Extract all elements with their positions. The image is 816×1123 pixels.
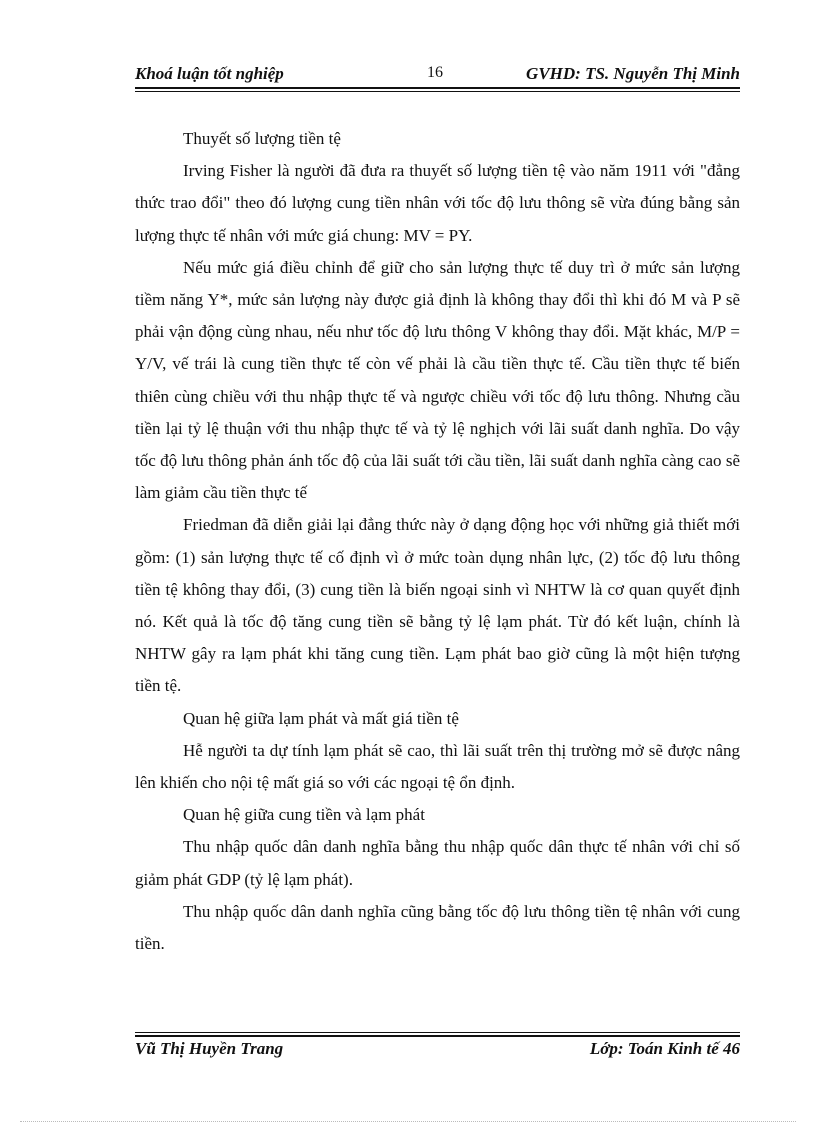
footer-author: Vũ Thị Huyền Trang bbox=[135, 1039, 284, 1058]
header-advisor: GVHD: TS. Nguyễn Thị Minh bbox=[526, 64, 740, 83]
page-edge-dotted-line bbox=[20, 1121, 796, 1122]
page-number: 16 bbox=[427, 64, 443, 81]
footer-rule-thick bbox=[135, 1035, 740, 1037]
body-text bbox=[135, 123, 740, 960]
header-rule-thin bbox=[135, 91, 740, 92]
header-thesis-title: Khoá luận tốt nghiệp bbox=[135, 64, 284, 83]
paragraph-fisher: Irving Fisher là người đã đưa ra thuyết số lượng tiền tệ vào năm 1911 với "đẳng thức trao đổi" theo đó lượng cung tiền nhân với tốc độ lưu thông sẽ vừa đúng bằng sản lượng thực tế nhân với mức giá chung: MV = PY. bbox=[135, 161, 740, 245]
paragraph-nominal-income-gdp: Thu nhập quốc dân danh nghĩa bằng thu nhập quốc dân thực tế nhân với chỉ số giảm phát GDP (tỷ lệ lạm phát). bbox=[135, 837, 740, 889]
paragraph-nominal-income-velocity: Thu nhập quốc dân danh nghĩa cũng bằng tốc độ lưu thông tiền tệ nhân với cung tiền. bbox=[135, 901, 740, 954]
heading-inflation-devaluation: Quan hệ giữa lạm phát và mất giá tiền tệ bbox=[183, 708, 459, 728]
footer-class: Lớp: Toán Kinh tế 46 bbox=[589, 1039, 740, 1058]
heading-quantity-theory: Thuyết số lượng tiền tệ bbox=[183, 129, 341, 148]
header-rule-thick bbox=[135, 87, 740, 89]
footer-rule-thin bbox=[135, 1032, 740, 1033]
paragraph-inflation-devaluation: Hễ người ta dự tính lạm phát sẽ cao, thì lãi suất trên thị trường mở sẽ được nâng lên khiến cho nội tệ mất giá so với các ngoại tệ ổn định. bbox=[135, 740, 740, 793]
paragraph-friedman: Friedman đã diễn giải lại đẳng thức này ở dạng động học với những giả thiết mới gồm: (1) sản lượng thực tế cố định vì ở mức toàn dụng nhân lực, (2) tốc độ lưu thông tiền tệ không thay đổi, (3) cung tiền là biến ngoại sinh vì NHTW là cơ quan quyết định nó. Kết quả là tốc độ tăng cung tiền sẽ bằng tỷ lệ lạm phát. Từ đó kết luận, chính là NHTW gây ra lạm phát khi tăng cung tiền. Lạm phát bao giờ cũng là một hiện tượng tiền tệ. bbox=[135, 515, 740, 696]
paragraph-price-level: Nếu mức giá điều chỉnh để giữ cho sản lượng thực tế duy trì ở mức sản lượng tiềm năng Y*, mức sản lượng này được giả định là không thay đổi thì khi đó M và P sẽ phải vận động cùng nhau, nếu như tốc độ lưu thông V không thay đổi. Mặt khác, M/P = Y/V, vế trái là cung tiền thực tế còn vế phải là cầu tiền thực tế. Cầu tiền thực tế biến thiên cùng chiều với thu nhập thực tế và ngược chiều với tốc độ lưu thông. Nhưng cầu tiền lại tỷ lệ thuận với thu nhập thực tế và tỷ lệ nghịch với lãi suất danh nghĩa. Do vậy tốc độ lưu thông phản ánh tốc độ của lãi suất tới cầu tiền, lãi suất danh nghĩa càng cao sẽ làm giảm cầu tiền thực tế bbox=[135, 257, 740, 503]
page-footer bbox=[135, 1039, 740, 1061]
page-header bbox=[135, 64, 740, 86]
heading-money-supply-inflation: Quan hệ giữa cung tiền và lạm phát bbox=[183, 805, 425, 825]
